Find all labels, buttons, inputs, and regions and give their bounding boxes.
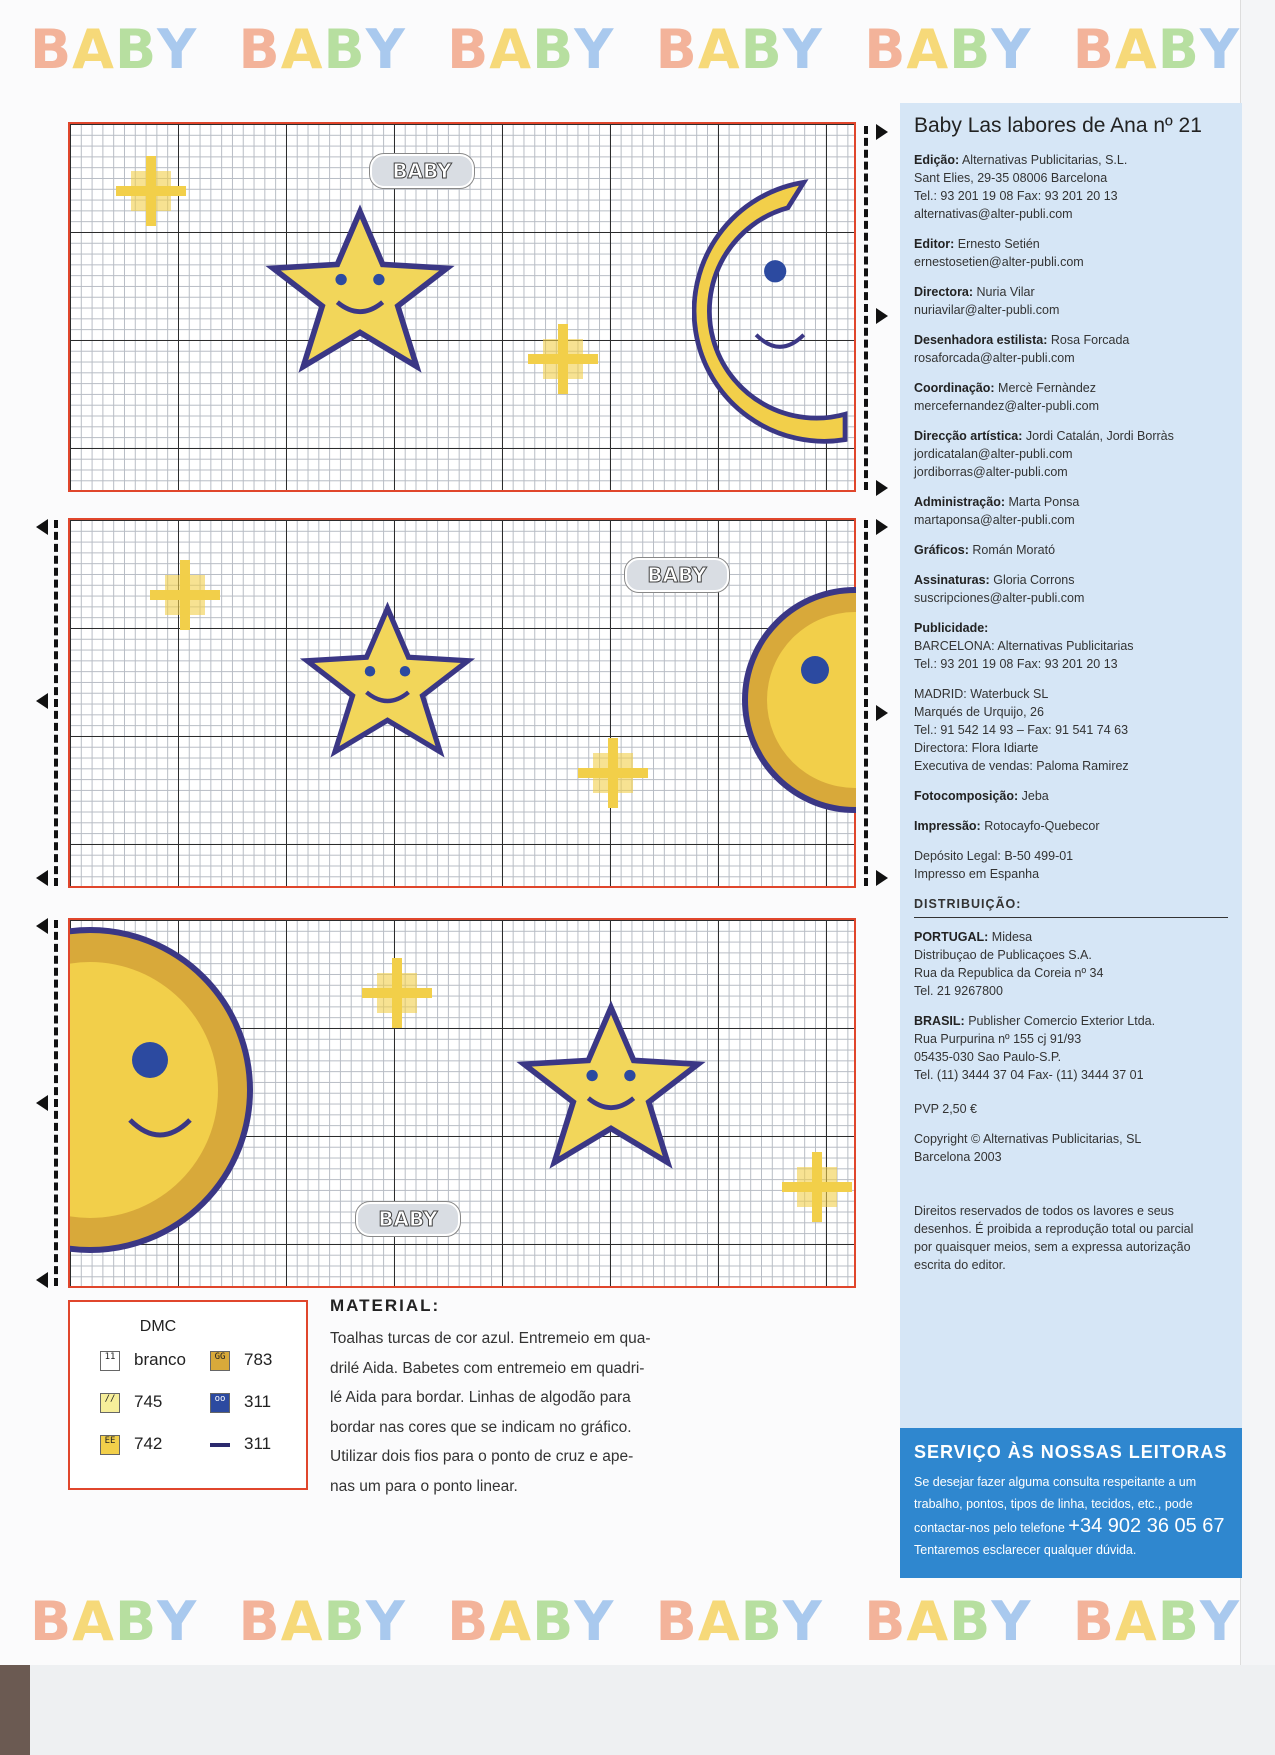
credit-heading [914,928,1228,946]
credit-line: Rua da Republica da Coreia nº 34 [914,966,1104,980]
service-text [914,1471,1228,1561]
credit-block [914,571,1228,607]
letter: B [114,1590,158,1653]
credit-block [914,283,1228,319]
letter: A [1114,18,1158,81]
credit-heading [914,817,1228,835]
letter: B [740,18,783,81]
credit-block [914,427,1228,481]
credit-label: Publicidade: [914,621,989,635]
repeat-arrow-right-icon [876,308,888,324]
credit-label: Editor: [914,237,955,251]
letter: B [30,18,73,81]
repeat-arrow-left-icon [36,519,48,535]
credit-value: Marta Ponsa [1008,495,1080,509]
letter: Y [574,1590,615,1653]
credit-heading [914,331,1228,349]
baby-word [239,1590,406,1660]
credit-value: Nuria Vilar [976,285,1035,299]
letter: B [1072,18,1115,81]
distribution-list [914,928,1228,1084]
letter: Y [365,1590,406,1653]
letter: B [864,1590,907,1653]
credit-line: Executiva de vendas: Paloma Ramirez [914,759,1129,773]
letter: A [489,18,533,81]
star-motif [265,204,455,374]
material-section [330,1296,680,1501]
baby-word [656,1590,823,1660]
credit-heading [914,541,1228,559]
key-entry [210,1350,272,1371]
baby-logo: BABY [356,1202,460,1236]
baby-word [1073,18,1240,88]
letter: Y [1199,1590,1240,1653]
credit-heading [914,619,1228,637]
repeat-arrow-right-icon [876,870,888,886]
sparkle-motif [782,1152,852,1222]
credit-block [914,619,1228,673]
credit-block [914,847,1228,883]
reader-service-box [900,1428,1242,1578]
repeat-arrow-left-icon [36,870,48,886]
thread-number: 742 [134,1434,163,1453]
credit-heading [914,1012,1228,1030]
thread-swatch-icon: GG [210,1351,230,1371]
baby-word [656,18,823,88]
letter: B [30,1590,73,1653]
credit-line: MADRID: Waterbuck SL [914,687,1049,701]
letter: B [655,1590,698,1653]
letter: A [280,18,324,81]
credit-value: Rosa Forcada [1050,333,1130,347]
baby-word [864,18,1031,88]
credit-value: Rotocayfo-Quebecor [984,819,1100,833]
sparkle-motif [528,324,598,394]
letter: B [949,18,992,81]
letter: A [280,1590,324,1653]
letter: Y [157,1590,198,1653]
credit-block [914,493,1228,529]
sun-motif [734,550,856,850]
letter: B [740,1590,783,1653]
letter: B [114,18,158,81]
letter: B [864,18,907,81]
baby-word [239,18,406,88]
repeat-arrow-left-icon [36,693,48,709]
credit-label: Coordinação: [914,381,995,395]
thread-number: 783 [244,1350,273,1369]
credit-line: Tel.: 93 201 19 08 Fax: 93 201 20 13 [914,657,1118,671]
credit-value: Midesa [991,930,1033,944]
credit-label: Edição: [914,153,960,167]
letter: Y [574,18,615,81]
letter: A [1114,1590,1158,1653]
service-line: trabalho, pontos, tipos de linha, tecidos, etc., pode [914,1497,1193,1511]
letter: A [697,1590,741,1653]
repeat-arrow-left-icon [36,918,48,934]
letter: B [532,1590,575,1653]
distribution-heading: DISTRIBUIÇÃO: [914,895,1228,918]
repeat-arrow-right-icon [876,124,888,140]
credit-heading [914,787,1228,805]
key-title: DMC [139,1318,177,1335]
credit-line: Tel.: 91 542 14 93 – Fax: 91 541 74 63 [914,723,1129,737]
rights-line: desenhos. É proibida a reprodução total ou parcial [914,1222,1194,1236]
baby-word [864,1590,1031,1660]
credit-heading [914,427,1228,445]
sparkle-motif [150,560,220,630]
credit-line[interactable]: rosaforcada@alter-publi.com [914,351,1075,365]
credit-value: Gloria Corrons [993,573,1075,587]
letter: B [238,1590,281,1653]
credit-line: 05435-030 Sao Paulo-S.P. [914,1050,1062,1064]
copyright-line: Copyright © Alternativas Publicitarias, SL [914,1132,1142,1146]
letter: A [72,1590,115,1653]
credit-heading [914,283,1228,301]
top-baby-banner [30,18,1240,88]
service-line: Tentaremos esclarecer qualquer dúvida. [914,1543,1137,1557]
credit-line: Rua Purpurina nº 155 cj 91/93 [914,1032,1082,1046]
credit-line: Tel.: 93 201 19 08 Fax: 93 201 20 13 [914,189,1118,203]
credit-line: Tel. (11) 3444 37 04 Fax- (11) 3444 37 01 [914,1068,1144,1082]
letter: A [906,18,950,81]
star-motif [516,1000,706,1170]
key-entry [100,1434,162,1455]
sparkle-motif [578,738,648,808]
baby-word [30,18,197,88]
service-phone[interactable]: +34 902 36 05 67 [1068,1515,1225,1537]
credit-block [914,151,1228,223]
thread-swatch-icon [210,1435,230,1455]
credit-label: Directora: [914,285,974,299]
credit-heading [914,379,1228,397]
material-line: drilé Aida. Babetes com entremeio em quadri- [330,1359,645,1377]
letter: B [655,18,698,81]
letter: A [906,1590,950,1653]
letter: Y [365,18,406,81]
copyright-line: Barcelona 2003 [914,1150,1002,1164]
bottom-baby-banner [30,1590,1240,1660]
credit-block [914,235,1228,271]
letter: B [447,1590,490,1653]
material-line: nas um para o ponto linear. [330,1477,518,1495]
credit-line: Directora: Flora Idiarte [914,741,1039,755]
material-line: lé Aida para bordar. Linhas de algodão para [330,1389,631,1406]
sparkle-motif [116,156,186,226]
credit-line: BARCELONA: Alternativas Publicitarias [914,639,1134,653]
rights-line: Direitos reservados de todos os lavores e seus [914,1204,1174,1218]
credit-line[interactable]: mercefernandez@alter-publi.com [914,399,1099,413]
credit-heading [914,235,1228,253]
letter: Y [782,18,823,81]
repeat-line [864,126,872,490]
key-entry [100,1350,186,1371]
rights-line: escrita do editor. [914,1258,1006,1272]
credit-line[interactable]: nuriavilar@alter-publi.com [914,303,1060,317]
credit-label: Assinaturas: [914,573,990,587]
credit-line: Sant Elies, 29-35 08006 Barcelona [914,171,1108,185]
credit-line[interactable]: jordicatalan@alter-publi.com [914,447,1073,461]
credit-heading [914,151,1228,169]
thread-number: 311 [244,1392,272,1411]
credit-value: Mercè Fernàndez [998,381,1097,395]
credit-value: Ernesto Setién [957,237,1040,251]
cross-stitch-chart-1 [68,122,856,492]
thread-number: 745 [134,1392,163,1411]
repeat-arrow-left-icon [36,1095,48,1111]
letter: Y [157,18,198,81]
binding-edge [0,1665,30,1755]
magazine-title: Baby Las labores de Ana nº 21 [914,114,1202,137]
credit-heading [914,493,1228,511]
credit-label: Gráficos: [914,543,969,557]
letter: Y [1199,18,1240,81]
credit-label: BRASIL: [914,1014,965,1028]
rights-notice [914,1202,1228,1274]
cross-stitch-chart-3 [68,918,856,1288]
credit-value: Román Morató [972,543,1056,557]
credit-line[interactable]: alternativas@alter-publi.com [914,207,1073,221]
letter: B [1157,18,1200,81]
sparkle-motif [362,958,432,1028]
credit-block [914,331,1228,367]
credit-block [914,379,1228,415]
repeat-arrow-right-icon [876,480,888,496]
credit-line: Distribuçao de Publicaçoes S.A. [914,948,1092,962]
letter: B [1072,1590,1115,1653]
service-line: Se desejar fazer alguma consulta respeitante a um [914,1475,1197,1489]
letter: B [238,18,281,81]
letter: B [323,1590,366,1653]
repeat-arrow-right-icon [876,705,888,721]
repeat-arrow-left-icon [36,1272,48,1288]
key-entry [210,1434,271,1455]
thread-swatch-icon: 11 [100,1351,120,1371]
credit-heading [914,571,1228,589]
credit-value: Jordi Catalán, Jordi Borràs [1025,429,1174,443]
material-text [330,1324,680,1501]
letter: Y [782,1590,823,1653]
credit-line: Impresso em Espanha [914,867,1040,881]
credit-block [914,1012,1228,1084]
repeat-arrow-right-icon [876,519,888,535]
credit-label: PORTUGAL: [914,930,989,944]
credit-value: Publisher Comercio Exterior Ltda. [968,1014,1156,1028]
credits-list [914,151,1228,883]
credit-label: Fotocomposição: [914,789,1019,803]
key-entry [210,1392,271,1413]
letter: A [697,18,741,81]
key-entry [100,1392,162,1413]
credits-sidebar [900,103,1242,1428]
sun-motif [70,920,270,1260]
dmc-color-key [68,1300,308,1490]
copyright [914,1130,1228,1166]
letter: B [323,18,366,81]
baby-word [447,18,614,88]
letter: B [949,1590,992,1653]
credit-block [914,817,1228,835]
credit-label: Desenhadora estilista: [914,333,1048,347]
moon-motif [692,176,852,446]
repeat-line [864,520,872,886]
thread-number: branco [134,1350,186,1369]
material-line: bordar nas cores que se indicam no gráfico. [330,1418,632,1436]
thread-swatch-icon: // [100,1393,120,1413]
credit-line: Depósito Legal: B-50 499-01 [914,849,1074,863]
material-line: Toalhas turcas de cor azul. Entremeio em qua- [330,1330,651,1347]
cross-stitch-chart-2 [68,518,856,888]
letter: Y [991,18,1032,81]
repeat-line [54,520,62,886]
credit-value: Alternativas Publicitarias, S.L. [961,153,1128,167]
letter: Y [991,1590,1032,1653]
credit-line[interactable]: suscripciones@alter-publi.com [914,591,1085,605]
credit-block [914,787,1228,805]
star-motif [300,600,475,760]
credit-label: Direcção artística: [914,429,1023,443]
scan-margin [0,1665,1275,1755]
thread-swatch-icon: oo [210,1393,230,1413]
service-title: SERVIÇO ÀS NOSSAS LEITORAS [914,1442,1228,1462]
baby-word [1073,1590,1240,1660]
rights-line: por quaisquer meios, sem a expressa autorização [914,1240,1191,1254]
thread-swatch-icon: EE [100,1435,120,1455]
credit-block [914,685,1228,775]
credit-value: Jeba [1021,789,1049,803]
material-title: MATERIAL: [330,1296,441,1315]
credit-line[interactable]: jordiborras@alter-publi.com [914,465,1068,479]
letter: A [72,18,115,81]
credit-label: Administração: [914,495,1005,509]
repeat-line [54,920,62,1286]
credit-label: Impressão: [914,819,981,833]
service-line: contactar-nos pelo telefone [914,1521,1065,1535]
baby-logo: BABY [625,558,729,592]
letter: B [447,18,490,81]
credit-line[interactable]: martaponsa@alter-publi.com [914,513,1075,527]
baby-logo: BABY [370,154,474,188]
backstitch-line-icon [210,1443,230,1447]
credit-line: Marqués de Urquijo, 26 [914,705,1044,719]
credit-block [914,541,1228,559]
credit-line[interactable]: ernestosetien@alter-publi.com [914,255,1084,269]
baby-word [30,1590,197,1660]
thread-number: 311 [244,1434,272,1453]
material-line: Utilizar dois fios para o ponto de cruz e ape- [330,1448,634,1465]
letter: B [1157,1590,1200,1653]
credit-block [914,928,1228,1000]
baby-word [447,1590,614,1660]
letter: B [532,18,575,81]
letter: A [489,1590,533,1653]
price: PVP 2,50 € [914,1102,978,1116]
credit-line: Tel. 21 9267800 [914,984,1003,998]
